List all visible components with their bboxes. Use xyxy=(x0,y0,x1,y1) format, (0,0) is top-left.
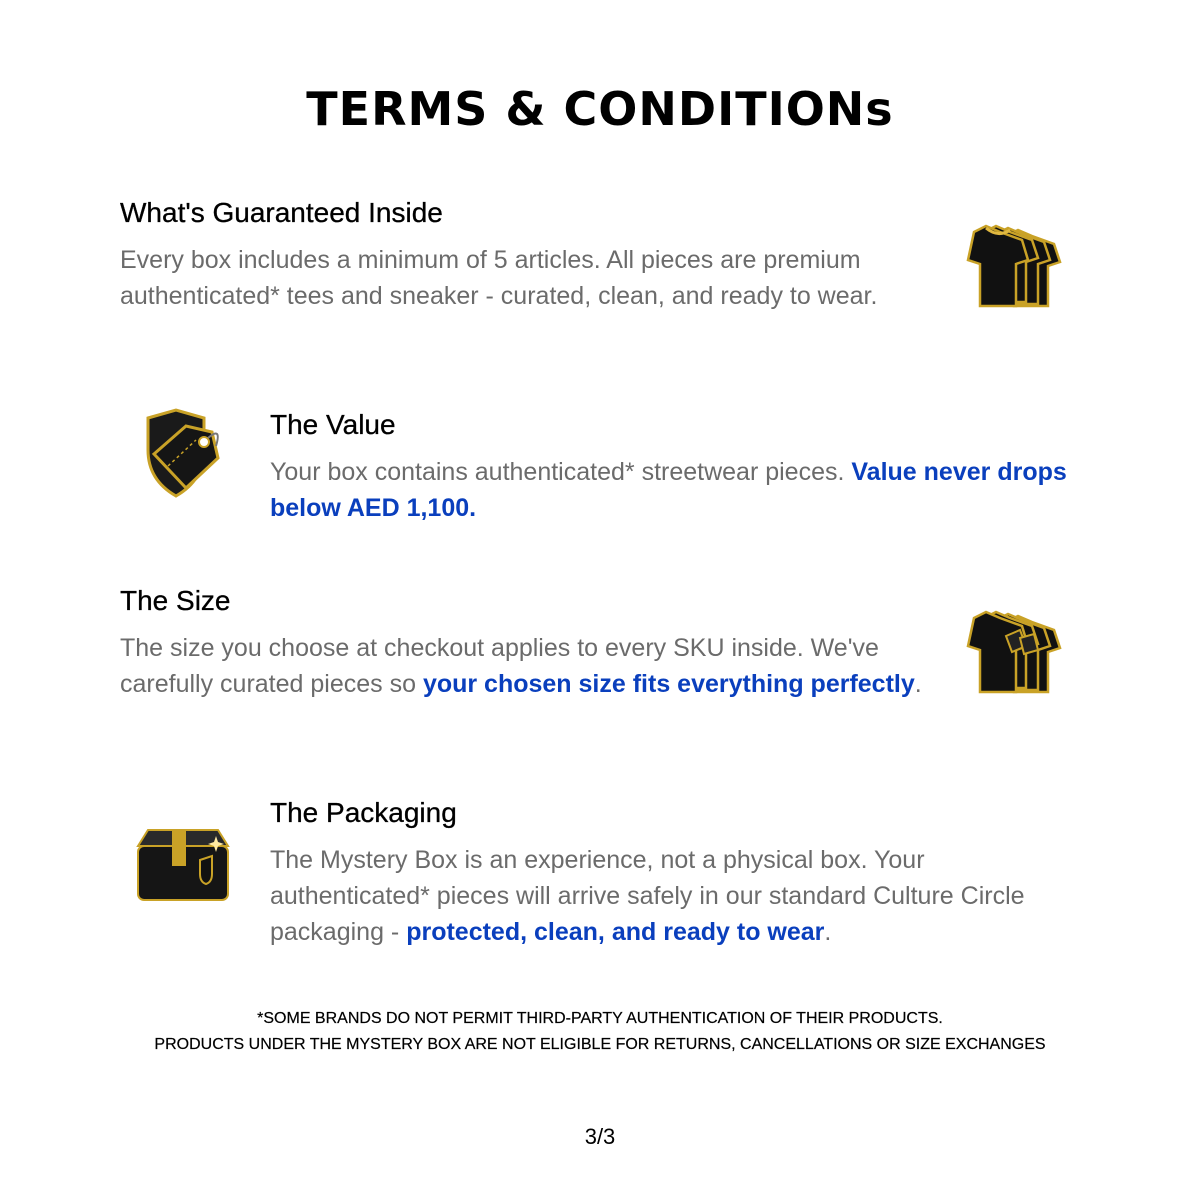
footnote-line-1: *SOME BRANDS DO NOT PERMIT THIRD-PARTY AUTHENTICATION OF THEIR PRODUCTS. xyxy=(257,1010,943,1027)
section-heading: The Value xyxy=(270,409,396,440)
section-heading: The Packaging xyxy=(270,797,457,828)
section-value xyxy=(270,408,1070,526)
packaging-highlight: protected, clean, and ready to wear xyxy=(406,918,825,946)
page-title: TERMS & CONDITIONs xyxy=(306,82,894,136)
footnote-line-2: PRODUCTS UNDER THE MYSTERY BOX ARE NOT ELIGIBLE FOR RETURNS, CANCELLATIONS OR SIZE EXCHANGES xyxy=(154,1036,1046,1053)
section-size xyxy=(120,584,940,702)
section-packaging xyxy=(270,796,1070,950)
section-body: Your box contains authenticated* streetwear pieces. Value never drops below AED 1,100. xyxy=(270,458,1067,522)
section-heading: The Size xyxy=(120,585,231,616)
sized-tees-icon xyxy=(966,608,1070,704)
section-body: The Mystery Box is an experience, not a physical box. Your authenticated* pieces will arrive safely in our standard Culture Circle packaging - protected, clean, and ready to wear. xyxy=(270,846,1025,946)
mystery-box-icon xyxy=(128,818,238,912)
price-tag-shield-icon xyxy=(124,404,234,518)
section-guaranteed xyxy=(120,196,940,314)
value-highlight: Value never drops below AED 1,100. xyxy=(270,458,1067,522)
footnote xyxy=(0,1006,1200,1058)
section-body: Every box includes a minimum of 5 articles. All pieces are premium authenticated* tees and sneaker - curated, clean, and ready to wear. xyxy=(120,246,878,310)
page-indicator: 3/3 xyxy=(584,1124,616,1149)
section-heading: What's Guaranteed Inside xyxy=(120,197,443,228)
size-highlight: your chosen size fits everything perfectly xyxy=(422,670,915,698)
section-body: The size you choose at checkout applies to every SKU inside. We've carefully curated pieces so your chosen size fits everything perfectly. xyxy=(120,634,922,698)
stacked-tees-icon xyxy=(966,222,1070,318)
